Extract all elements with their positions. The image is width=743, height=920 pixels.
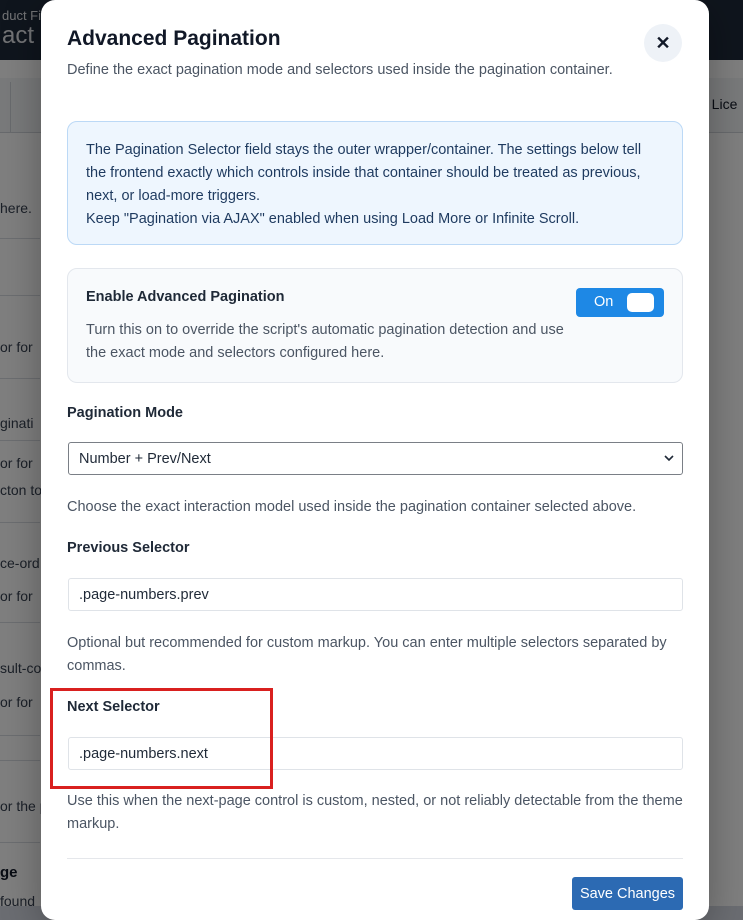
save-changes-button[interactable]: Save Changes — [572, 877, 683, 910]
enable-advanced-pagination-card — [67, 268, 683, 383]
pagination-mode-value: Number + Prev/Next — [79, 451, 211, 467]
previous-selector-label: Previous Selector — [67, 540, 190, 556]
toggle-knob — [627, 293, 654, 312]
info-text: The Pagination Selector field stays the outer wrapper/container. The settings below tell the frontend exactly which controls inside that container should be treated as previous, next, or load-more triggers. — [86, 142, 642, 204]
modal-description: Define the exact pagination mode and selectors used inside the pagination container. — [67, 62, 613, 78]
next-selector-label: Next Selector — [67, 699, 160, 715]
next-selector-highlight — [50, 688, 273, 789]
next-selector-help: Use this when the next-page control is custom, nested, or not reliably detectable from the theme markup. — [67, 793, 683, 832]
pagination-mode-help: Choose the exact interaction model used inside the pagination container selected above. — [67, 499, 637, 515]
chevron-down-icon — [664, 453, 674, 463]
info-notice — [67, 121, 683, 245]
pagination-mode-label: Pagination Mode — [67, 405, 183, 421]
close-icon: ✕ — [655, 32, 671, 53]
previous-selector-input[interactable] — [68, 578, 683, 611]
toggle-title: Enable Advanced Pagination — [86, 289, 285, 305]
footer-divider — [67, 858, 683, 859]
pagination-mode-select[interactable] — [68, 442, 683, 475]
toggle-state-label: On — [594, 294, 614, 310]
close-button[interactable] — [644, 24, 682, 62]
info-ajax-note: Keep "Pagination via AJAX" enabled when using Load More or Infinite Scroll. — [86, 211, 580, 227]
previous-selector-help: Optional but recommended for custom markup. You can enter multiple selectors separated by commas. — [67, 635, 667, 674]
enable-advanced-pagination-toggle[interactable] — [576, 288, 664, 317]
modal-title: Advanced Pagination — [67, 27, 281, 50]
toggle-description: Turn this on to override the script's automatic pagination detection and use the exact mode and selectors configured here. — [86, 322, 564, 361]
